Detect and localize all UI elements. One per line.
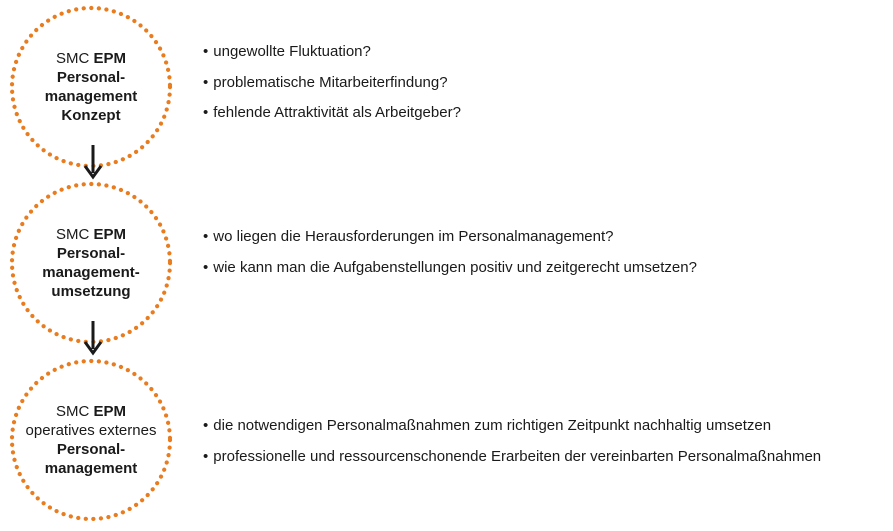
stage-3-brand-bold: EPM xyxy=(93,403,127,420)
stage-3-bullet-list xyxy=(203,416,821,477)
stage-2-bullet-list xyxy=(203,227,697,288)
stage-3-title xyxy=(16,402,166,478)
stage-1-line3: management xyxy=(44,88,138,105)
stage-2-title xyxy=(16,225,166,301)
bullet-dot-icon: • xyxy=(203,447,209,465)
stage-1-line2: Personal- xyxy=(56,69,126,86)
bullet-dot-icon: • xyxy=(203,228,209,245)
stage-2-brand-bold: EPM xyxy=(93,226,127,243)
bullet-dot-icon: • xyxy=(203,73,209,91)
bullet-dot-icon: • xyxy=(203,104,209,121)
stage-3-line3: Personal- xyxy=(56,441,126,458)
stage-2-brand-prefix: SMC xyxy=(55,226,90,243)
arrow-down-icon xyxy=(82,145,104,181)
stage-2-line2: Personal- xyxy=(56,245,126,262)
bullet-dot-icon: • xyxy=(203,417,209,434)
stage-1-title xyxy=(16,49,166,125)
list-item: • problematische Mitarbeiterfindung? xyxy=(203,73,448,91)
list-item: • wie kann man die Aufgabenstellungen positiv und zeitgerecht umsetzen? xyxy=(203,258,697,276)
stage-3-line4: management xyxy=(44,460,138,477)
stage-1-line4: Konzept xyxy=(61,107,121,124)
list-item: • professionelle und ressourcenschonende Erarbeiten der vereinbarten Personalmaßnahmen xyxy=(203,447,822,465)
stage-1-bullet-list xyxy=(203,42,461,134)
bullet-dot-icon: • xyxy=(203,258,209,276)
list-item: • ungewollte Fluktuation? xyxy=(203,43,371,60)
list-item: • fehlende Attraktivität als Arbeitgeber? xyxy=(203,104,461,121)
list-item: • die notwendigen Personalmaßnahmen zum richtigen Zeitpunkt nachhaltig umsetzen xyxy=(203,417,772,434)
arrow-down-icon xyxy=(82,321,104,357)
bullet-dot-icon: • xyxy=(203,43,209,60)
stage-3-line2: operatives externes xyxy=(25,422,157,439)
stage-1-brand-bold: EPM xyxy=(93,50,127,67)
stage-2-line3: management- xyxy=(42,264,140,281)
list-item: • wo liegen die Herausforderungen im Personalmanagement? xyxy=(203,228,614,245)
stage-2-line4: umsetzung xyxy=(51,283,131,300)
stage-3-brand-prefix: SMC xyxy=(55,403,90,420)
stage-3-circle xyxy=(9,358,173,522)
stage-1-brand-prefix: SMC xyxy=(55,50,90,67)
